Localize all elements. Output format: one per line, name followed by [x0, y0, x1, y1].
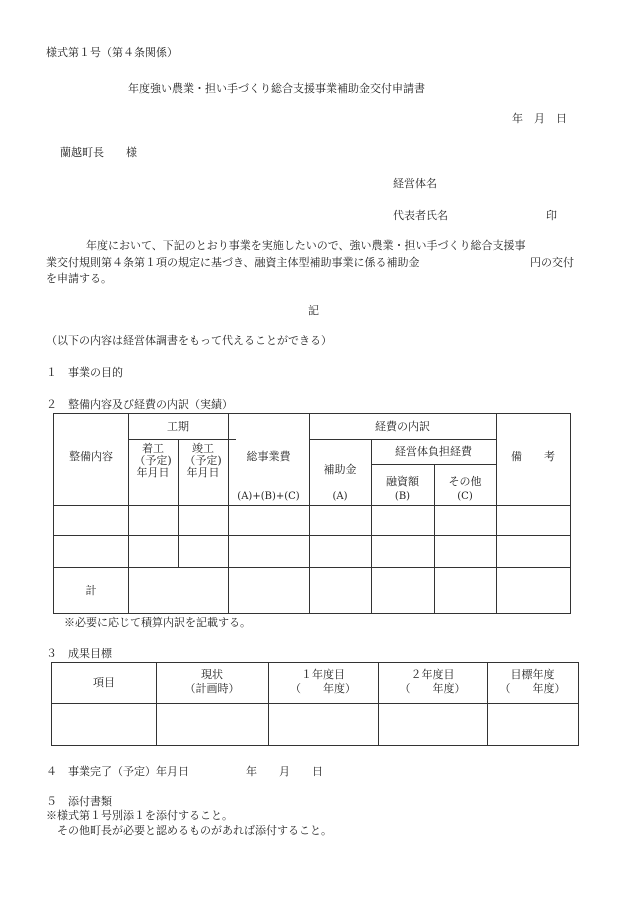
outcome-table — [51, 662, 579, 746]
header-total: 総事業費 — [246, 450, 291, 463]
ki-heading: 記 — [308, 304, 319, 317]
form-number: 様式第１号（第４条関係） — [46, 46, 178, 59]
header-year2-2: （ 年度） — [399, 682, 466, 695]
header-genjo-1: 現状 — [201, 668, 223, 681]
header-chakko-3: 年月日 — [136, 466, 170, 479]
attach-2: その他町長が必要と認めるものがあれば添付すること。 — [46, 824, 332, 837]
header-hojo: 補助金 — [323, 463, 357, 476]
note-top: （以下の内容は経営体調書をもって代えることができる） — [46, 334, 332, 347]
section-5: ５ 添付書類 — [46, 795, 112, 808]
document-title: 年度強い農業・担い手づくり総合支援事業補助金交付申請書 — [128, 82, 425, 95]
date-line: 年 月 日 — [512, 112, 567, 125]
header-yushi: 融資額 — [386, 475, 419, 488]
header-kouki: 工期 — [167, 420, 189, 433]
body-line-2: 業交付規則第４条第１項の規定に基づき、融資主体型補助事業に係る補助金 — [46, 256, 420, 269]
attach-1: ※様式第１号別添１を添付すること。 — [46, 809, 233, 822]
header-year1-2: （ 年度） — [290, 682, 356, 695]
header-item: 項目 — [93, 676, 115, 689]
section-4: ４ 事業完了（予定）年月日 — [46, 765, 189, 778]
header-sonota: その他 — [448, 475, 482, 488]
header-shunko-3: 年月日 — [186, 466, 220, 479]
header-target-2: （ 年度） — [499, 682, 566, 695]
header-shunko-2: （予定) — [184, 454, 222, 467]
section-1: １ 事業の目的 — [46, 366, 123, 379]
addressee: 蘭越町長 様 — [60, 146, 137, 159]
entity-name-label: 経営体名 — [393, 177, 437, 190]
header-yushi-b: (B) — [394, 491, 411, 502]
section-2: ２ 整備内容及び経費の内訳（実績） — [46, 398, 233, 411]
header-year2-1: ２年度目 — [410, 668, 455, 681]
note-table1: ※必要に応じて積算内訳を記載する。 — [64, 616, 251, 629]
body-line-3: を申請する。 — [46, 272, 112, 285]
header-total-formula: (A)+(B)+(C) — [237, 491, 300, 502]
header-sonota-c: (C) — [457, 491, 473, 502]
header-shunko-1: 竣工 — [192, 442, 214, 455]
header-chakko-1: 着工 — [142, 442, 164, 455]
total-row-label: 計 — [85, 584, 97, 597]
body-line-1: 年度において、下記のとおり事業を実施したいので、強い農業・担い手づくり総合支援事 — [86, 239, 526, 252]
header-biko: 備 考 — [511, 450, 555, 463]
seal-mark: 印 — [546, 209, 557, 222]
header-keihi: 経費の内訳 — [375, 420, 430, 433]
header-hojo-a: (A) — [332, 491, 348, 502]
header-year1-1: １年度目 — [301, 668, 345, 681]
header-seibi: 整備内容 — [69, 450, 113, 463]
expense-table — [53, 413, 571, 614]
header-genjo-2: （計画時） — [184, 682, 240, 695]
section-4-date: 年 月 日 — [246, 765, 323, 778]
header-chakko-2: （予定) — [134, 454, 172, 467]
section-3: ３ 成果目標 — [46, 647, 112, 660]
representative-label: 代表者氏名 — [393, 209, 448, 222]
header-futan: 経営体負担経費 — [395, 445, 472, 458]
header-target-1: 目標年度 — [510, 668, 555, 681]
body-yen: 円の交付 — [530, 256, 574, 269]
